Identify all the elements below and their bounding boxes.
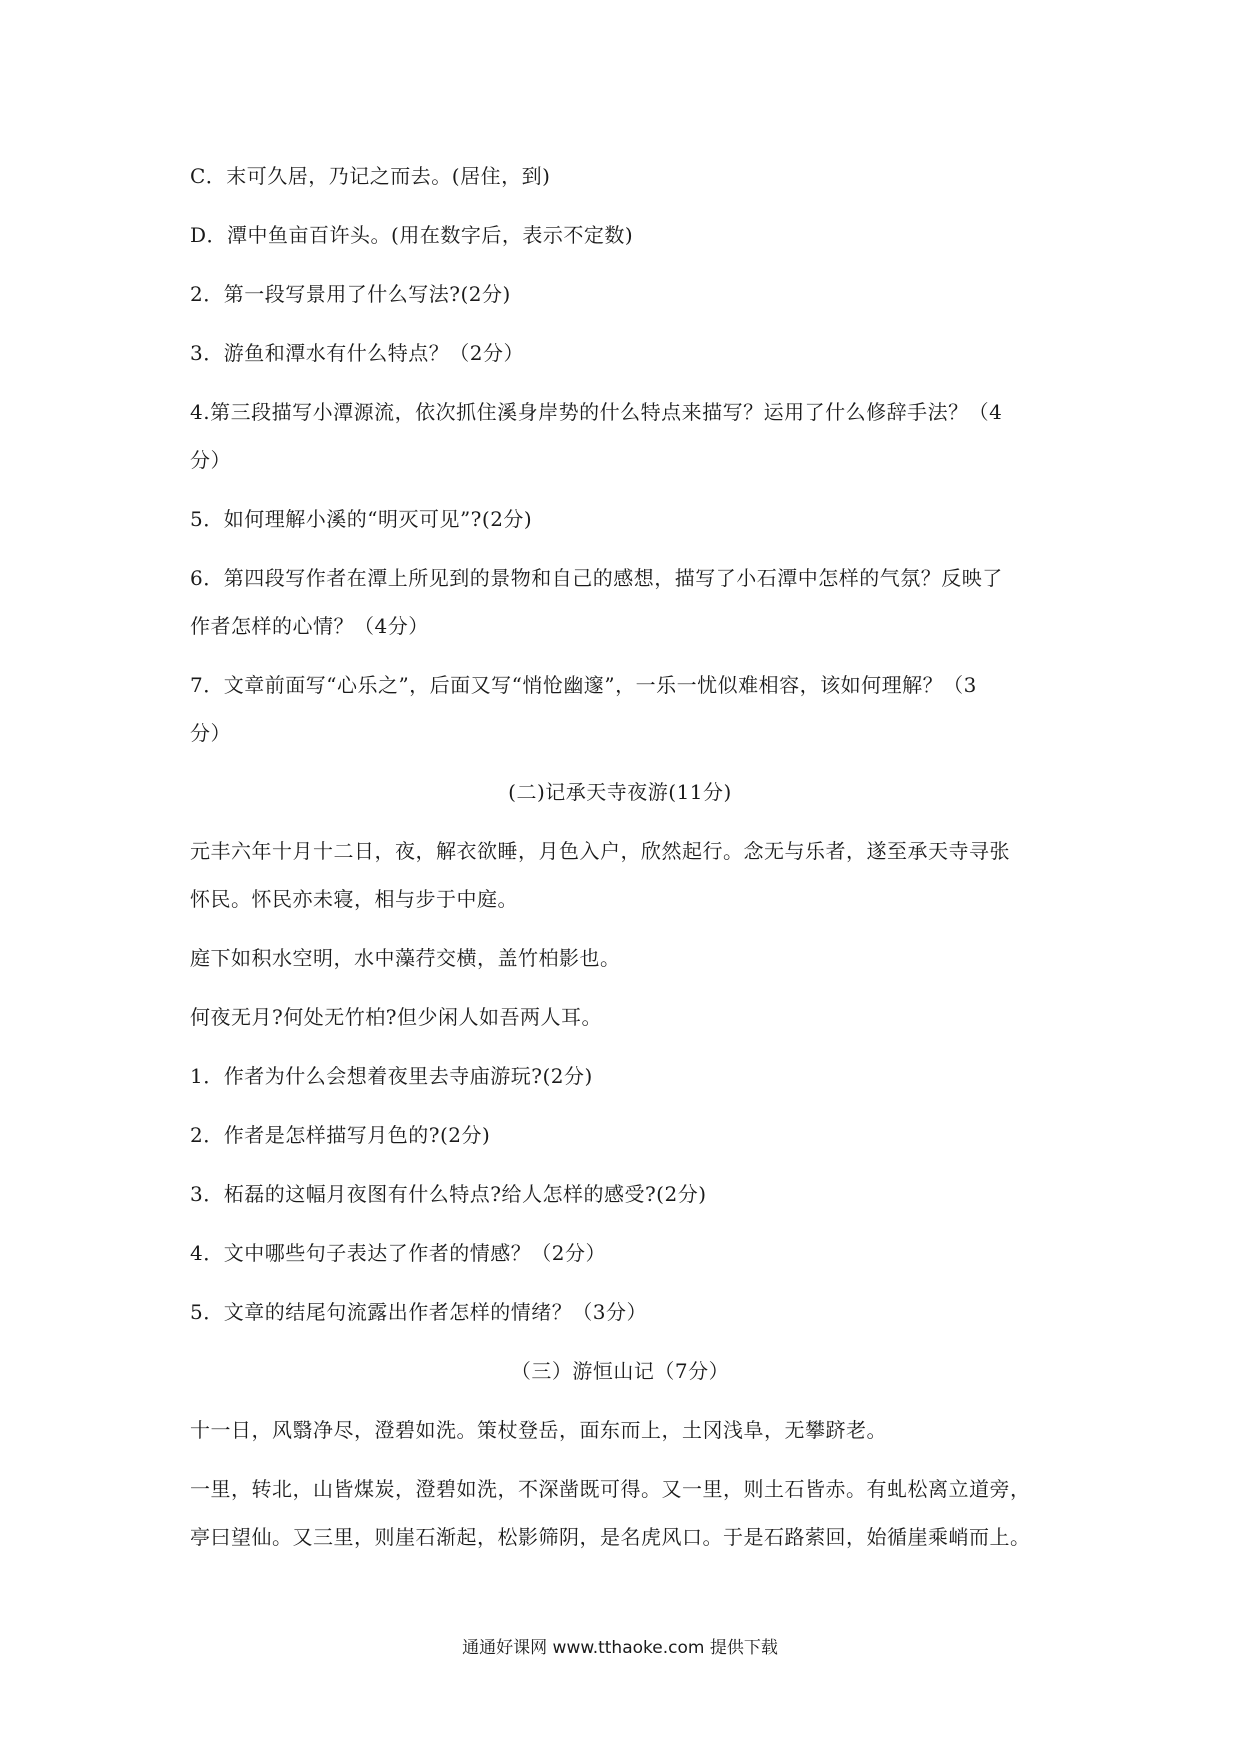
section-2-passage-line-4: 何夜无月?何处无竹柏?但少闲人如吾两人耳。 [190,1005,602,1029]
question-2: 2．第一段写景用了什么写法?(2分) [190,282,511,306]
section-2-question-3: 3．柘磊的这幅月夜图有什么特点?给人怎样的感受?(2分) [190,1182,707,1206]
question-3: 3．游鱼和潭水有什么特点？（2分） [190,341,524,365]
option-d: D．潭中鱼亩百许头。(用在数字后，表示不定数) [190,223,634,247]
section-3-title: （三）游恒山记（7分） [510,1359,730,1383]
section-2-passage-line-3: 庭下如积水空明，水中藻荇交横，盖竹柏影也。 [190,946,621,970]
footer-source-text: 通通好课网 www.tthaoke.com 提供下载 [462,1638,778,1658]
section-2-title: (二)记承天寺夜游(11分) [508,780,732,804]
question-6-line-1: 6．第四段写作者在潭上所见到的景物和自己的感想，描写了小石潭中怎样的气氛？反映了 [190,566,1003,590]
option-c: C．末可久居，乃记之而去。(居住，到) [190,164,551,188]
question-5: 5．如何理解小溪的“明灭可见”?(2分) [190,507,533,531]
question-7-line-1: 7．文章前面写“心乐之”，后面又写“悄怆幽邃”，一乐一忧似难相容，该如何理解？（3 [190,673,977,697]
section-2-question-4: 4．文中哪些句子表达了作者的情感？（2分） [190,1241,606,1265]
section-2-question-1: 1．作者为什么会想着夜里去寺庙游玩?(2分) [190,1064,593,1088]
section-2-passage-line-1: 元丰六年十月十二日，夜，解衣欲睡，月色入户，欣然起行。念无与乐者，遂至承天寺寻张 [190,839,1010,863]
section-3-passage-line-2: 一里，转北，山皆煤炭，澄碧如洗，不深凿既可得。又一里，则土石皆赤。有虬松离立道旁， [190,1477,1031,1501]
section-2-question-2: 2．作者是怎样描写月色的?(2分) [190,1123,491,1147]
section-3-passage-line-3: 亭曰望仙。又三里，则崖石渐起，松影筛阴，是名虎风口。于是石路萦回，始循崖乘峭而上。 [190,1525,1031,1549]
section-3-passage-line-1: 十一日，风翳净尽，澄碧如洗。策杖登岳，面东而上，土冈浅阜，无攀跻老。 [190,1418,887,1442]
section-2-passage-line-2: 怀民。怀民亦未寝，相与步于中庭。 [190,887,518,911]
question-4-line-2: 分） [190,448,231,472]
question-4-line-1: 4.第三段描写小潭源流，依次抓住溪身岸势的什么特点来描写？运用了什么修辞手法？（4 [190,400,1003,424]
question-6-line-2: 作者怎样的心情？（4分） [190,614,429,638]
section-2-question-5: 5．文章的结尾句流露出作者怎样的情绪？（3分） [190,1300,647,1324]
question-7-line-2: 分） [190,721,231,745]
